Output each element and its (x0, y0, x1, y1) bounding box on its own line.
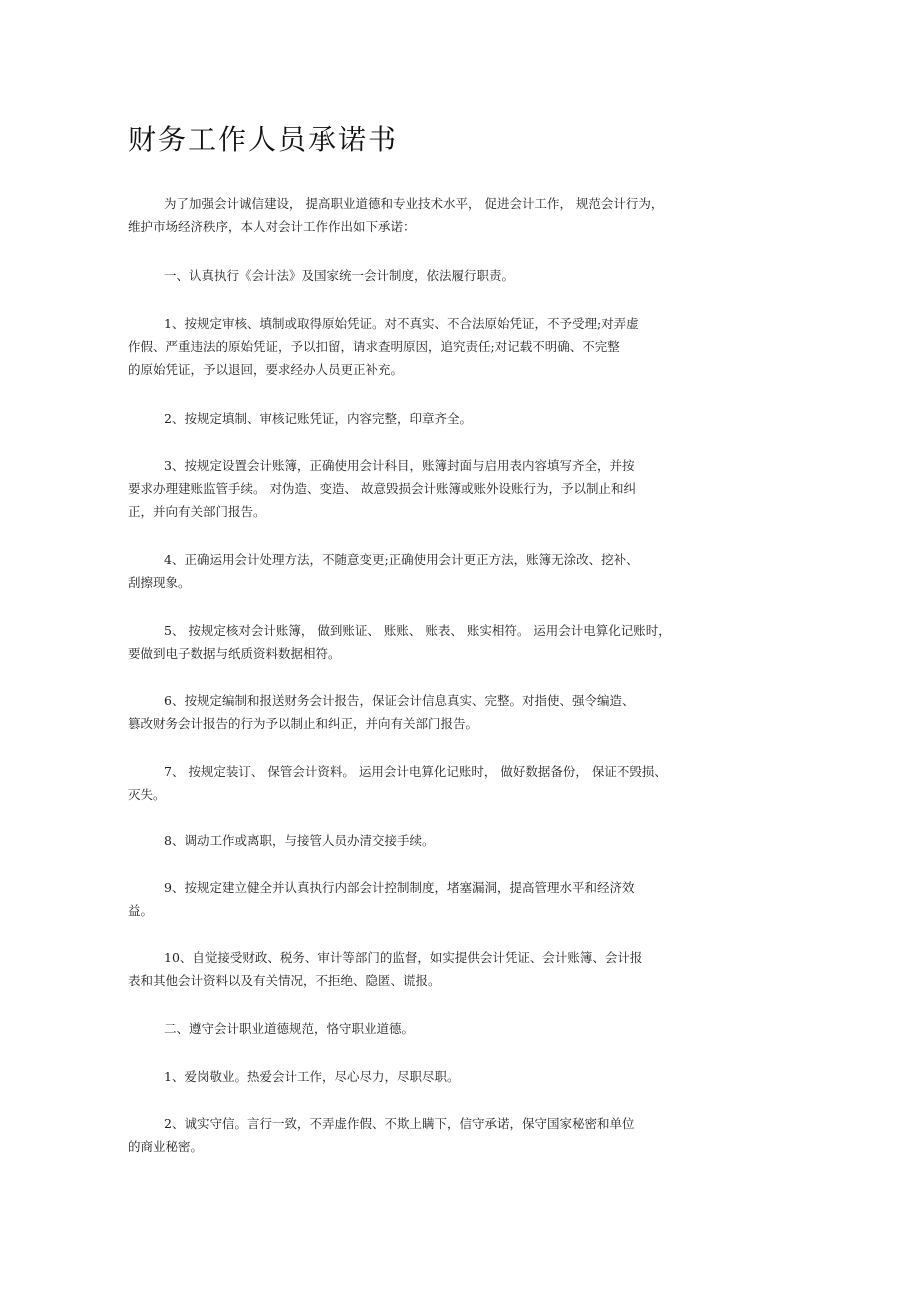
text-line: 1、按规定审核、填制或取得原始凭证。对不真实、不合法原始凭证，不予受理;对弄虚 (164, 316, 639, 331)
text-line: 9、按规定建立健全并认真执行内部会计控制制度，堵塞漏洞，提高管理水平和经济效 (164, 880, 635, 895)
text-line: 3、按规定设置会计账簿，正确使用会计科目，账簿封面与启用表内容填写齐全，并按 (164, 458, 635, 473)
text-line: 8、调动工作或离职，与接管人员办清交接手续。 (164, 833, 435, 848)
paragraph-intro (128, 192, 663, 238)
text-line: 5、 按规定核对会计账簿， 做到账证、 账账、 账表、 账实相符。 运用会计电算化记账时， (164, 623, 671, 638)
text-line: 刮擦现象。 (128, 575, 191, 590)
clause-2-2 (128, 1112, 634, 1158)
text-line: 益。 (128, 903, 154, 918)
text-line: 要做到电子数据与纸质资料数据相符。 (128, 646, 341, 661)
text-line: 的原始凭证，予以退回，要求经办人员更正补充。 (128, 362, 404, 377)
clause-1-9 (128, 876, 634, 922)
clause-1-2 (128, 407, 472, 430)
clause-1-5 (128, 619, 671, 665)
clause-1-3 (128, 454, 636, 523)
text-line: 10、自觉接受财政、税务、审计等部门的监督，如实提供会计凭证、会计账簿、会计报 (164, 950, 643, 965)
text-line: 4、正确运用会计处理方法，不随意变更;正确使用会计更正方法，账簿无涂改、挖补、 (164, 552, 639, 567)
text-line: 1、爱岗敬业。热爱会计工作，尽心尽力，尽职尽职。 (164, 1069, 460, 1084)
clause-1-10 (128, 946, 642, 992)
text-line: 2、诚实守信。言行一致，不弄虚作假、不欺上瞒下，信守承诺，保守国家秘密和单位 (164, 1116, 635, 1131)
text-line: 要求办理建账监管手续。 对伪造、变造、 故意毁损会计账簿或账外设账行为，予以制止和纠 (128, 481, 636, 496)
clause-1-4 (128, 548, 639, 594)
clause-1-6 (128, 689, 634, 735)
clause-1-8 (128, 829, 434, 852)
text-line: 灭失。 (128, 787, 166, 802)
section-heading-1 (128, 264, 514, 287)
clause-1-1 (128, 312, 639, 381)
text-line: 7、 按规定装订、 保管会计资料。 运用会计电算化记账时， 做好数据备份， 保证不毁损、 (164, 764, 667, 779)
text-line: 2、按规定填制、审核记账凭证，内容完整，印章齐全。 (164, 411, 472, 426)
text-line: 6、按规定编制和报送财务会计报告，保证会计信息真实、完整。对指使、强令编造、 (164, 693, 635, 708)
text-line: 表和其他会计资料以及有关情况，不拒绝、隐匿、谎报。 (128, 973, 441, 988)
text-line: 为了加强会计诚信建设， 提高职业道德和专业技术水平， 促进会计工作， 规范会计行为， (164, 196, 664, 211)
clause-1-7 (128, 760, 667, 806)
text-line: 正，并向有关部门报告。 (128, 504, 266, 519)
text-line: 篡改财务会计报告的行为予以制止和纠正，并向有关部门报告。 (128, 716, 479, 731)
text-line: 的商业秘密。 (128, 1139, 204, 1154)
clause-2-1 (128, 1065, 459, 1088)
document-title: 财务工作人员承诺书 (128, 123, 399, 156)
text-line: 一、认真执行《会计法》及国家统一会计制度，依法履行职责。 (164, 268, 515, 283)
text-line: 二、遵守会计职业道德规范，恪守职业道德。 (164, 1021, 415, 1036)
text-line: 作假、严重违法的原始凭证，予以扣留，请求查明原因，追究责任;对记载不明确、不完整 (128, 339, 620, 354)
section-heading-2 (128, 1017, 414, 1040)
text-line: 维护市场经济秩序，本人对会计工作作出如下承诺： (128, 219, 416, 234)
